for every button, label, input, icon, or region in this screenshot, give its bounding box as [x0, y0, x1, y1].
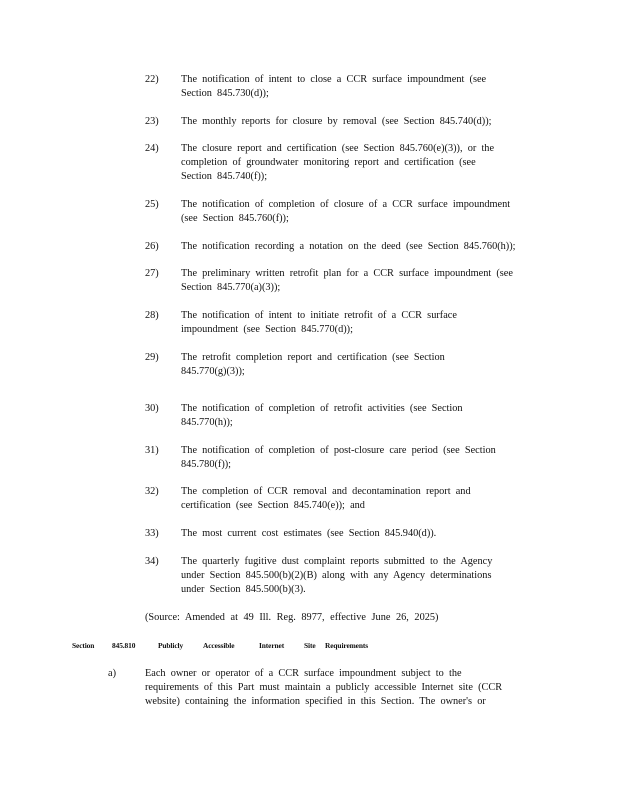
section-number: 845.810: [112, 641, 136, 650]
paragraph-label: a): [108, 668, 116, 679]
item-text: The notification of completion of closure of a CCR surface impoundment (see Section 845.760(f));: [181, 199, 511, 224]
section-title-word: Requirements: [325, 641, 369, 650]
item-number: 22): [145, 74, 159, 85]
item-number: 23): [145, 116, 159, 127]
item-text: The notification of completion of retrofit activities (see Section 845.770(h));: [181, 403, 463, 428]
item-number: 25): [145, 199, 159, 210]
item-number: 32): [145, 486, 159, 497]
source-note: (Source: Amended at 49 Ill. Reg. 8977, effective June 26, 2025): [145, 612, 439, 623]
item-text: The quarterly fugitive dust complaint reports submitted to the Agency under Section 845.500(b)(2)(B) along with any Agency determinations under Section 845.500(b)(3).: [181, 556, 493, 595]
item-number: 29): [145, 352, 159, 363]
section-title-word: Site: [304, 641, 316, 650]
item-number: 30): [145, 403, 159, 414]
item-text: The monthly reports for closure by removal (see Section 845.740(d));: [181, 116, 492, 127]
item-number: 34): [145, 556, 159, 567]
item-text: The notification recording a notation on the deed (see Section 845.760(h));: [181, 241, 516, 252]
item-text: The notification of intent to close a CCR surface impoundment (see Section 845.730(d));: [181, 74, 487, 99]
item-text: The closure report and certification (see Section 845.760(e)(3)), or the completion of groundwater monitoring report and certification (see Section 845.740(f));: [181, 143, 495, 182]
item-number: 26): [145, 241, 159, 252]
item-number: 33): [145, 528, 159, 539]
section-label: Section: [72, 641, 95, 650]
section-title-word: Publicly: [158, 641, 184, 650]
item-number: 24): [145, 143, 159, 154]
item-text: The most current cost estimates (see Section 845.940(d)).: [181, 528, 437, 539]
item-text: The retrofit completion report and certification (see Section 845.770(g)(3));: [181, 352, 445, 377]
paragraph-text: Each owner or operator of a CCR surface impoundment subject to the requirements of this Part must maintain a publicly accessible Internet site (CCR website) containing the information specified in this Section. The owner's or: [145, 668, 503, 707]
item-number: 28): [145, 310, 159, 321]
section-title-word: Accessible: [203, 641, 235, 650]
item-text: The preliminary written retrofit plan for a CCR surface impoundment (see Section 845.770(a)(3));: [181, 268, 513, 293]
item-text: The notification of intent to initiate retrofit of a CCR surface impoundment (see Section 845.770(d));: [181, 310, 457, 335]
item-text: The notification of completion of post-closure care period (see Section 845.780(f));: [181, 445, 496, 470]
item-text: The completion of CCR removal and decontamination report and certification (see Section 845.740(e)); and: [181, 486, 471, 511]
item-number: 31): [145, 445, 159, 456]
section-title-word: Internet: [259, 641, 285, 650]
item-number: 27): [145, 268, 159, 279]
